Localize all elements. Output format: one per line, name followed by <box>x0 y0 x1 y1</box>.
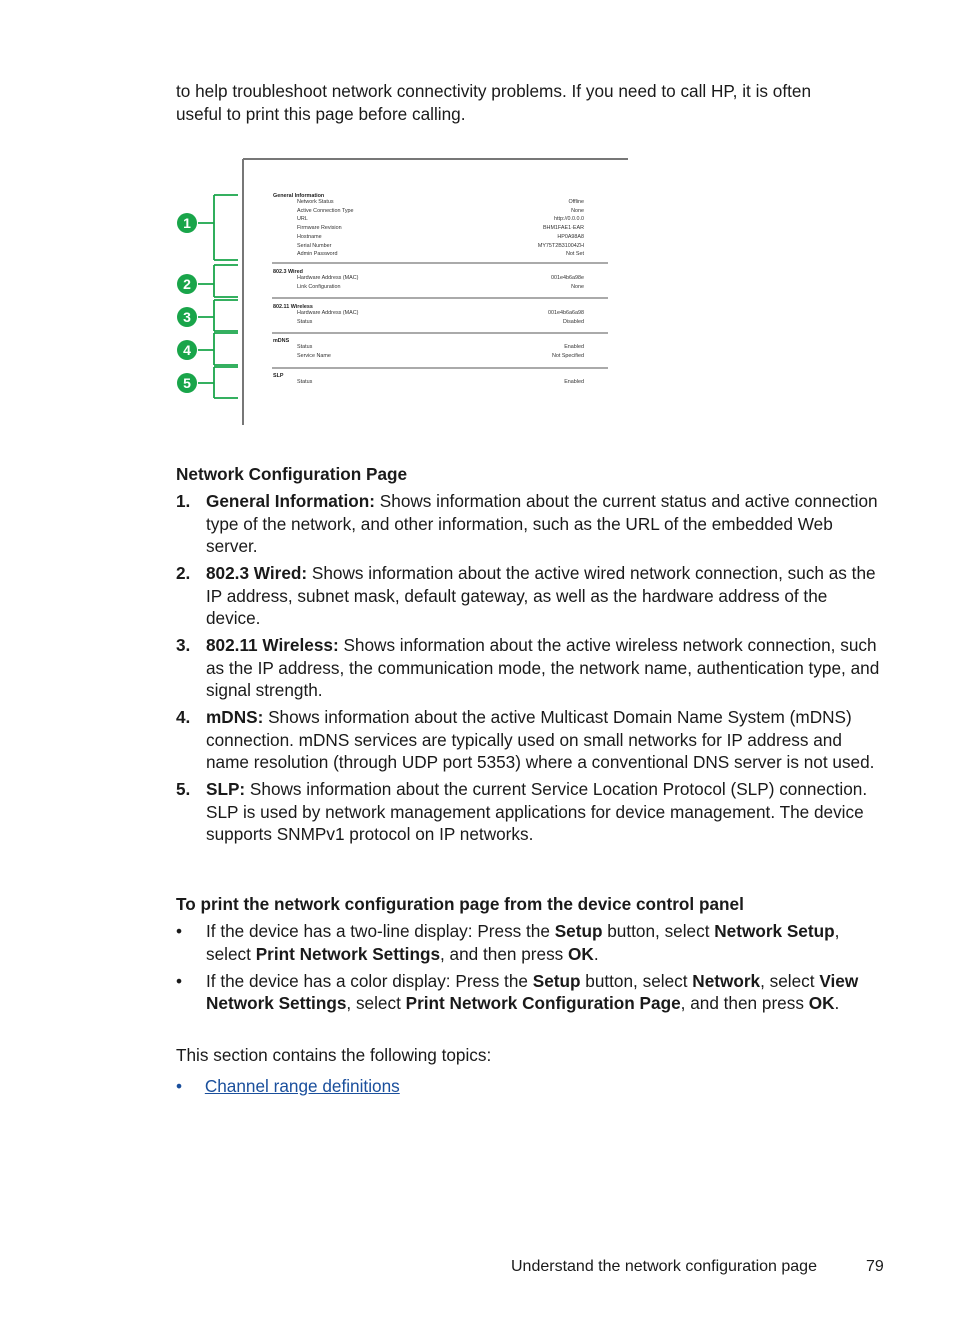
bullet-glyph: • <box>176 921 183 941</box>
printout-field-label: Status <box>297 344 313 350</box>
step-keyword: Network Setup <box>714 921 835 941</box>
item-number: 4. <box>176 707 191 727</box>
printout-field-value: Enabled <box>564 379 584 385</box>
printout-field-value: BHM1FAE1·EAR <box>542 225 584 232</box>
printout-field-value: 001e4b6a6a98 <box>548 310 584 316</box>
item-title: SLP: <box>206 779 246 799</box>
step-text: button, select <box>602 921 715 941</box>
bullet-glyph: • <box>176 970 183 991</box>
item-number: 3. <box>176 635 191 655</box>
item-title: 802.11 Wireless: <box>206 635 339 655</box>
printout-field-label: Active Connection Type <box>297 207 354 214</box>
procedure-heading: To print the network configuration page from the device control panel <box>176 894 744 914</box>
callout-bracket <box>198 195 238 260</box>
printout-field-label: Hostname <box>297 233 322 240</box>
printout-field-value: None <box>571 283 584 290</box>
step-text: . <box>593 943 599 964</box>
printout-field-label: Status <box>297 318 313 325</box>
callout-bracket <box>198 367 238 398</box>
step-text: If the device has a two-line display: Press the <box>206 921 555 941</box>
item-number: 1. <box>176 491 191 511</box>
channel-range-definitions-link[interactable]: Channel range definitions <box>204 1076 400 1096</box>
step-keyword: Setup <box>554 921 603 941</box>
printout-field-value: MY75T2B31004ZH <box>537 242 584 249</box>
item-text: Shows information about the active wireless network connection, such as the IP address, the communication mode, the network name, authentication type, and signal strength. <box>206 635 880 700</box>
step-keyword: View Network Settings <box>206 970 859 1013</box>
callout-bracket <box>198 265 238 297</box>
callout-number: 4 <box>183 342 191 358</box>
item-title: 802.3 Wired: <box>206 563 308 583</box>
item-text: Shows information about the current Service Location Protocol (SLP) connection. SLP is used by network management applications for device management. The device supports SNMPv1 protocol on IP networks. <box>206 779 868 844</box>
step-keyword: Setup <box>532 970 581 991</box>
item-title: mDNS: <box>206 707 264 727</box>
printout-field-label: Hardware Address (MAC) <box>297 310 359 316</box>
printout-field-value: http://0.0.0.0 <box>554 216 584 223</box>
step-text: , and then press <box>680 993 809 1013</box>
procedure-bullets <box>176 920 876 1019</box>
item-title: General Information: <box>206 491 376 511</box>
step-text: , select <box>206 921 840 964</box>
printout-field-value: Enabled <box>564 344 584 350</box>
step-text: button, select <box>580 970 693 991</box>
step-keyword: Print Network Configuration Page <box>405 993 681 1013</box>
item-number: 2. <box>176 563 191 583</box>
printout-section-title: 802.3 Wired <box>273 269 303 275</box>
network-config-page-figure <box>176 155 636 430</box>
item-text: Shows information about the active Multicast Domain Name System (mDNS) connection. mDNS services are typically used on small networks for IP address and name resolution (through UDP port 5353) where a conventional DNS server is not used. <box>206 707 875 772</box>
printout-field-value: Not Set <box>566 251 584 258</box>
printout-field-value: 001e4b6a98e <box>551 275 584 281</box>
printout-field-value: Offline <box>568 199 584 205</box>
bullet-glyph: • <box>176 1076 183 1096</box>
callout-bracket <box>198 300 238 331</box>
topic-list-item <box>176 1075 400 1098</box>
printout-field-label: Serial Number <box>297 242 332 249</box>
numbered-list <box>176 490 886 850</box>
step-text: , select <box>760 970 820 991</box>
printout-field-label: Network Status <box>297 199 334 205</box>
printout-field-value: Disabled <box>563 318 584 325</box>
printout-field-label: Firmware Revision <box>297 225 342 232</box>
footer-title: Understand the network configuration page <box>511 1258 817 1275</box>
step-text: If the device has a color display: Press the <box>206 970 533 991</box>
item-text: Shows information about the current status and active connection type of the network, and other information, such as the URL of the embedded Web server. <box>206 491 878 556</box>
printout-field-label: Hardware Address (MAC) <box>297 275 359 281</box>
printout-section-title: SLP <box>273 373 284 379</box>
intro-line: useful to print this page before calling. <box>176 103 466 124</box>
callout-number: 1 <box>183 215 191 231</box>
procedure-step <box>176 920 876 965</box>
list-item <box>176 490 886 558</box>
printout-field-label: Admin Password <box>297 251 338 258</box>
list-item <box>176 634 886 702</box>
printout-section-title: mDNS <box>273 338 290 344</box>
step-keyword: OK <box>808 993 835 1013</box>
printout-field-label: Service Name <box>297 352 331 359</box>
page-number: 79 <box>866 1258 884 1275</box>
printout-field-label: Link Configuration <box>297 283 341 290</box>
step-keyword: OK <box>568 943 594 964</box>
figure-graphics <box>176 155 636 430</box>
step-text: , and then press <box>440 943 569 964</box>
intro-line: to help troubleshoot network connectivity problems. If you need to call HP, it is often <box>176 81 812 101</box>
printout-field-value: HP0A98A8 <box>557 233 584 240</box>
section-heading: Network Configuration Page <box>176 464 408 484</box>
topics-intro: This section contains the following topics: <box>176 1045 492 1065</box>
item-text: Shows information about the active wired network connection, such as the IP address, subnet mask, default gateway, as well as the hardware address of the device. <box>206 563 876 628</box>
callout-number: 2 <box>183 276 191 292</box>
callout-bracket <box>198 333 238 365</box>
step-keyword: Print Network Settings <box>255 943 440 964</box>
intro-paragraph <box>176 80 876 125</box>
step-keyword: Network <box>692 970 761 991</box>
list-item <box>176 562 886 630</box>
procedure-step <box>176 970 876 1015</box>
printout-field-value: Not Specified <box>551 352 584 359</box>
callout-number: 3 <box>183 309 191 325</box>
step-text: , select <box>346 993 406 1013</box>
printout-field-label: URL <box>297 216 308 223</box>
printout-section-title: General Information <box>273 193 325 199</box>
list-item <box>176 778 886 846</box>
printout-field-value: None <box>571 207 584 214</box>
printout-field-label: Status <box>297 379 313 385</box>
printout-section-title: 802.11 Wireless <box>273 304 313 310</box>
item-number: 5. <box>176 779 191 799</box>
callout-number: 5 <box>183 375 191 391</box>
step-text: . <box>834 993 840 1013</box>
list-item <box>176 706 886 774</box>
